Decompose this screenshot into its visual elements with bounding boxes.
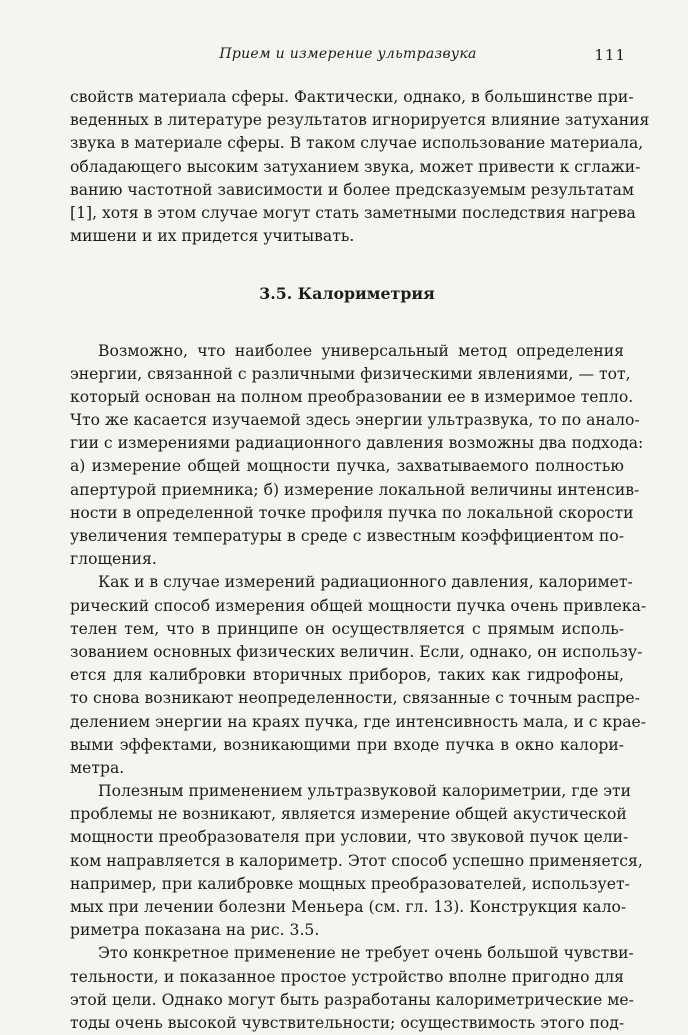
text-line: делением энергии на краях пучка, где интенсивность мала, и с крае- (70, 712, 647, 731)
text-line: ком направляется в калориметр. Этот способ успешно применяется, (70, 851, 643, 870)
paragraph (70, 571, 647, 780)
text-line: Полезным применением ультразвуковой калориметрии, где эти (98, 782, 632, 801)
running-title: Прием и измерение ультразвука (219, 46, 477, 62)
text-line: глощения. (70, 550, 157, 569)
text-line: мых при лечении болезни Меньера (см. гл. 13). Конструкция кало- (70, 898, 627, 916)
text-line: мишени и их придется учитывать. (70, 227, 355, 246)
text-line: тоды очень высокой чувствительности; осуществимость этого под- (70, 1013, 625, 1032)
section-heading: 3.5. Калориметрия (259, 284, 435, 304)
text-line: телен тем, что в принципе он осуществляется с прямым исполь- (70, 619, 624, 638)
text-line: апертурой приемника; б) измерение локальной величины интенсив- (70, 480, 640, 499)
text-line: мощности преобразователя при условии, что звуковой пучок цели- (70, 828, 629, 847)
text-line: то снова возникают неопределенности, связанные с точным распре- (70, 689, 640, 708)
text-line: гии с измерениями радиационного давления возможны два подхода: (70, 434, 644, 453)
page-body (70, 86, 650, 1035)
text-line: веденных в литературе результатов игнорируется влияние затухания (70, 111, 650, 130)
text-line: метра. (70, 758, 125, 777)
paragraph (70, 942, 634, 1035)
text-line: выми эффектами, возникающими при входе пучка в окно калори- (70, 735, 624, 754)
text-line: зованием основных физических величин. Если, однако, он использу- (70, 642, 643, 661)
text-line: ности в определенной точке профиля пучка по локальной скорости (70, 503, 634, 522)
text-line: увеличения температуры в среде с известным коэффициентом по- (70, 527, 624, 545)
paragraph (70, 780, 643, 942)
text-line: звука в материале сферы. В таком случае использование материала, (70, 134, 644, 153)
page-number: 111 (594, 46, 626, 64)
text-line: а) измерение общей мощности пучка, захватываемого полностью (70, 457, 624, 476)
text-line: [1], хотя в этом случае могут стать заметными последствия нагрева (70, 203, 636, 222)
text-line: этой цели. Однако могут быть разработаны калориметрические ме- (70, 990, 634, 1009)
text-line: Как и в случае измерений радиационного давления, калоримет- (98, 573, 633, 592)
text-line: Это конкретное применение не требует очень большой чувстви- (98, 944, 634, 963)
text-line: Что же касается изучаемой здесь энергии ультразвука, то по анало- (70, 411, 640, 430)
text-line: тельности, и показанное простое устройство вполне пригодно для (70, 967, 624, 986)
paragraph (70, 340, 644, 572)
text-line: обладающего высоким затуханием звука, может привести к сглажи- (70, 157, 641, 176)
paragraph-continuation (70, 86, 650, 248)
text-line: ванию частотной зависимости и более предсказуемым результатам (70, 180, 635, 199)
text-line: свойств материала сферы. Фактически, однако, в большинстве при- (70, 88, 634, 106)
text-line: проблемы не возникают, является измерение общей акустической (70, 805, 627, 824)
text-line: энергии, связанной с различными физическими явлениями, — тот, (70, 364, 631, 383)
running-header (70, 46, 626, 66)
text-line: ется для калибровки вторичных приборов, таких как гидрофоны, (70, 666, 624, 685)
text-line: рический способ измерения общей мощности пучка очень привлека- (70, 596, 647, 615)
text-line: риметра показана на рис. 3.5. (70, 921, 320, 940)
text-line: Возможно, что наиболее универсальный метод определения (98, 341, 624, 360)
text-line: например, при калибровке мощных преобразователей, использует- (70, 874, 630, 893)
text-line: который основан на полном преобразовании ее в измеримое тепло. (70, 387, 634, 406)
